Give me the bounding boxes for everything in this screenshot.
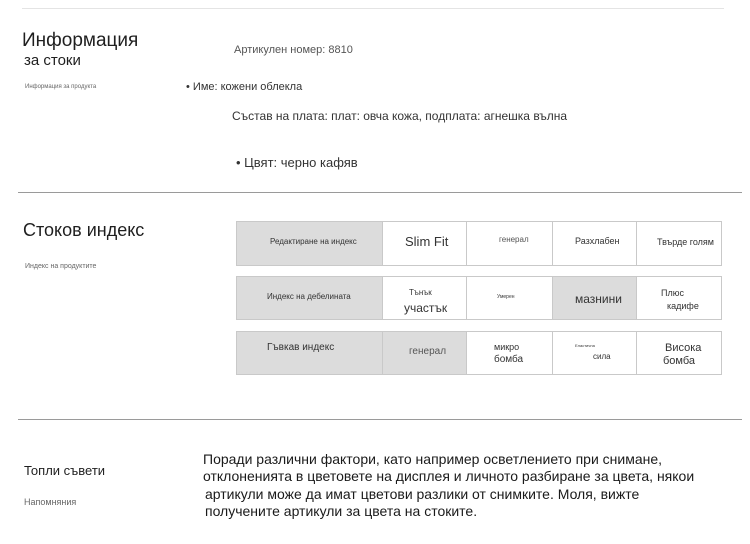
index-row-thickness bbox=[236, 276, 722, 320]
tips-line-1: Поради различни фактори, като например осветлението при снимане, bbox=[203, 451, 663, 467]
top-divider bbox=[22, 8, 724, 9]
stock-index-title: Стоков индекс bbox=[23, 220, 145, 240]
tips-line-2: отклоненията в цветовете на дисплея и личното разбиране за цвета, някои bbox=[203, 468, 695, 484]
section-divider-2 bbox=[18, 419, 742, 420]
index-row-label: Гъвкав индекс bbox=[237, 332, 382, 374]
index-option-selected: мазнини bbox=[552, 277, 636, 319]
index-option: Разхлабен bbox=[552, 222, 636, 265]
tips-subtitle: Напомняния bbox=[24, 497, 77, 507]
product-info-title: Информация bbox=[22, 30, 139, 51]
index-option: Висока бомба bbox=[636, 332, 721, 374]
stock-index-subtitle: Индекс на продуктите bbox=[25, 263, 97, 270]
product-info-title-line2: за стоки bbox=[24, 52, 81, 69]
index-option-selected: генерал bbox=[382, 332, 466, 374]
index-option-selected: Slim Fit bbox=[382, 222, 466, 265]
index-row-elasticity bbox=[236, 331, 722, 375]
product-color: • Цвят: черно кафяв bbox=[236, 155, 358, 170]
product-name: • Име: кожени облекла bbox=[186, 81, 303, 93]
index-option: Умерен bbox=[466, 277, 552, 319]
index-option: Твърде голям bbox=[636, 222, 721, 265]
tips-line-4: получените артикули за цвета на стоките. bbox=[205, 503, 478, 519]
tips-title: Топли съвети bbox=[24, 463, 106, 478]
tips-line-3: артикули може да имат цветови разлики от снимките. Моля, вижте bbox=[205, 486, 640, 502]
index-option: Плюс кадифе bbox=[636, 277, 721, 319]
section-divider-1 bbox=[18, 192, 742, 193]
index-option: Тънък участък bbox=[382, 277, 466, 319]
article-number: Артикулен номер: 8810 bbox=[234, 44, 353, 56]
index-option: генерал bbox=[466, 222, 552, 265]
index-option: микро бомба bbox=[466, 332, 552, 374]
index-row-fit bbox=[236, 221, 722, 266]
index-row-label: Индекс на дебелината bbox=[237, 277, 382, 319]
fabric-composition: Състав на плата: плат: овча кожа, подплата: агнешка вълна bbox=[232, 109, 568, 123]
index-option: Еластична сила bbox=[552, 332, 636, 374]
product-info-subtitle: Информация за продукта bbox=[25, 84, 97, 90]
index-row-label: Редактиране на индекс bbox=[237, 222, 382, 265]
